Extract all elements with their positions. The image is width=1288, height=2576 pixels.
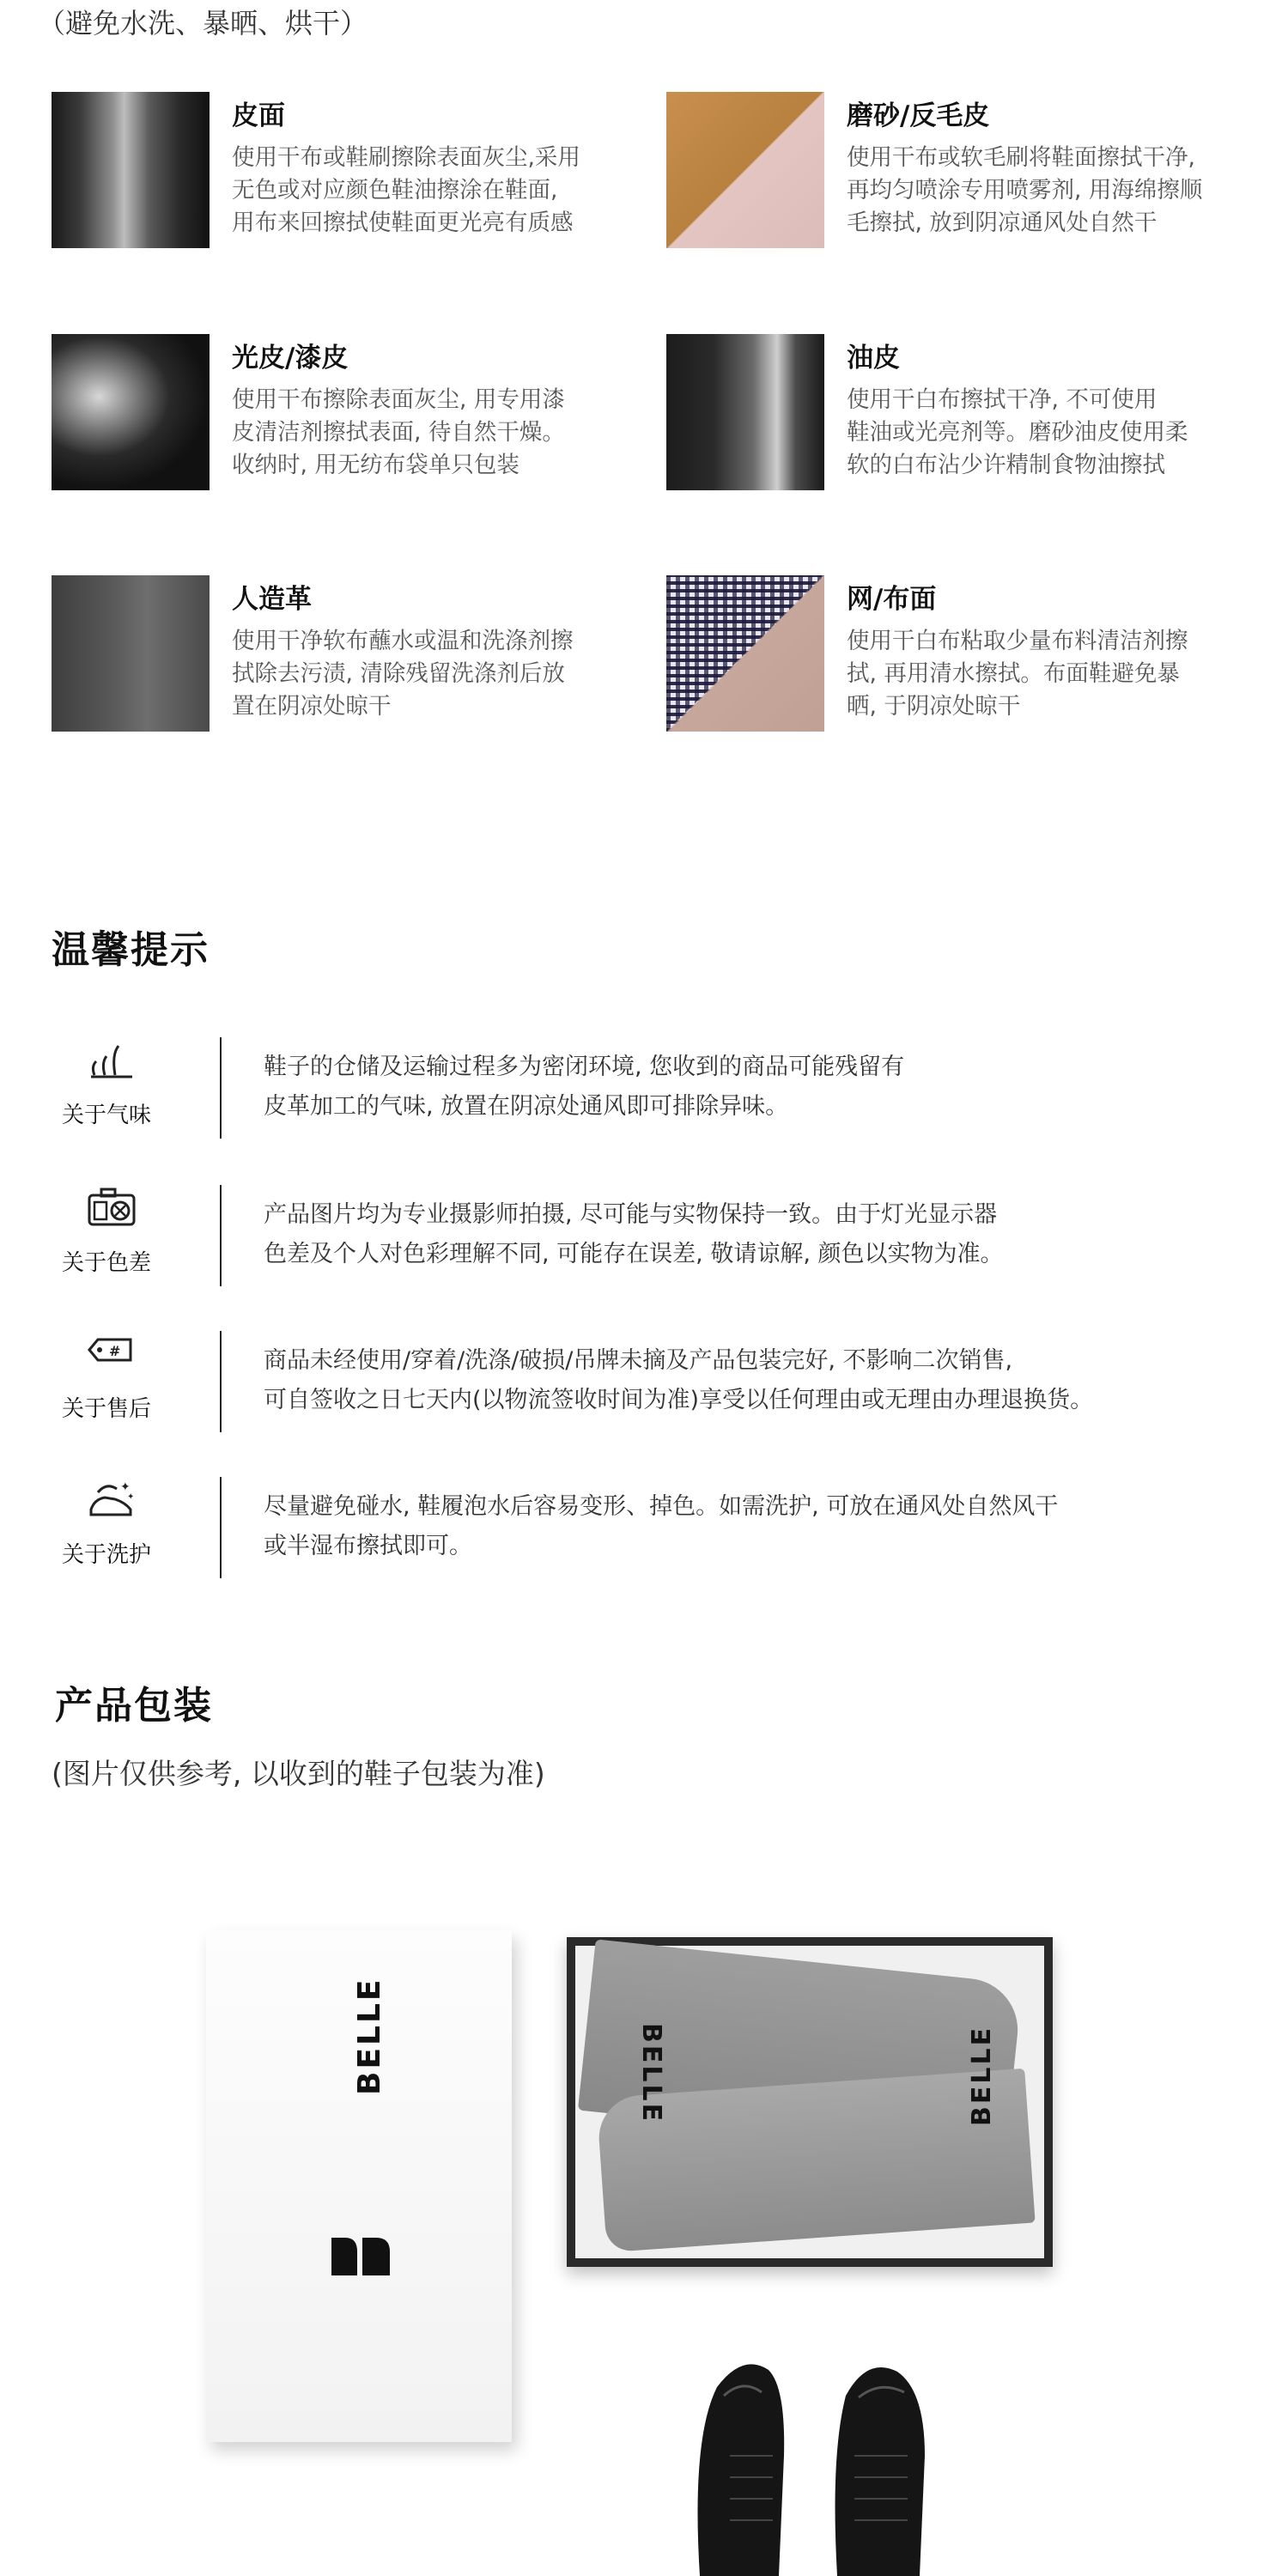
divider: [220, 1037, 222, 1139]
tip-label: 关于色差: [62, 1250, 152, 1276]
odor-icon: [86, 1037, 137, 1080]
packaging-title: 产品包装: [55, 1684, 213, 1728]
care-title: 网/布面: [847, 584, 937, 615]
care-title: 油皮: [847, 343, 900, 374]
oxford-shoes-image: [683, 2336, 940, 2576]
bag-brand-text: BELLE: [967, 2025, 997, 2126]
brand-mark-icon: [330, 2236, 392, 2277]
care-item-leather: [52, 92, 653, 251]
svg-text:#: #: [109, 1343, 121, 1359]
tip-label: 关于气味: [62, 1103, 152, 1128]
suede-swatch: [666, 92, 824, 248]
bag-brand-text: BELLE: [636, 2023, 666, 2124]
care-title: 磨砂/反毛皮: [847, 100, 990, 131]
care-item-synthetic: [52, 575, 653, 734]
svg-text:✦: ✦: [120, 1480, 131, 1494]
svg-text:✦: ✦: [127, 1492, 135, 1502]
care-item-mesh: [666, 575, 1267, 734]
washing-icon: [86, 1477, 137, 1520]
care-title: 光皮/漆皮: [232, 343, 349, 374]
camera-icon: [86, 1185, 137, 1228]
care-title: 人造革: [232, 584, 312, 615]
tip-color: [52, 1185, 1254, 1286]
synthetic-leather-swatch: [52, 575, 210, 732]
tip-label: 关于售后: [62, 1396, 152, 1422]
patent-leather-swatch: [52, 334, 210, 490]
tip-odor: [52, 1037, 1254, 1139]
care-description: 使用干布或软毛刷将鞋面擦拭干净, 再均匀喷涂专用喷雾剂, 用海绵擦顺 毛擦拭, 放到阴凉通风处自然干: [847, 144, 1203, 236]
smooth-leather-swatch: [52, 92, 210, 248]
brand-logo-text: BELLE: [352, 1977, 387, 2095]
care-item-suede: [666, 92, 1267, 251]
tip-label: 关于洗护: [62, 1542, 152, 1568]
care-description: 使用干布或鞋刷擦除表面灰尘,采用 无色或对应颜色鞋油擦涂在鞋面, 用布来回擦拭使鞋面更光亮有质感: [232, 144, 580, 236]
tag-icon: [86, 1331, 137, 1374]
packaging-note: (图片仅供参考, 以收到的鞋子包装为准): [52, 1757, 545, 1790]
care-item-patent: [52, 334, 653, 493]
divider: [220, 1185, 222, 1286]
care-description: 使用干白布粘取少量布料清洁剂擦 拭, 再用清水擦拭。布面鞋避免暴 晒, 于阴凉处晾干: [847, 628, 1188, 720]
care-description: 使用干布擦除表面灰尘, 用专用漆 皮清洁剂擦拭表面, 待自然干燥。 收纳时, 用无纺布袋单只包装: [232, 386, 565, 478]
tips-title: 温馨提示: [52, 928, 210, 972]
care-description: 使用干白布擦拭干净, 不可使用 鞋油或光亮剂等。磨砂油皮使用柔 软的白布沾少许精制食物油擦拭: [847, 386, 1188, 478]
care-description: 使用干净软布蘸水或温和洗涤剂擦 拭除去污渍, 清除残留洗涤剂后放 置在阴凉处晾干: [232, 628, 574, 720]
tip-text: 鞋子的仓储及运输过程多为密闭环境, 您收到的商品可能残留有 皮革加工的气味, 放置在阴凉处通风即可排除异味。: [264, 1054, 905, 1120]
care-note: （避免水洗、暴晒、烘干）: [38, 7, 368, 39]
mesh-fabric-swatch: [666, 575, 824, 732]
tip-text: 产品图片均为专业摄影师拍摄, 尽可能与实物保持一致。由于灯光显示器 色差及个人对色彩理解不同, 可能存在误差, 敬请谅解, 颜色以实物为准。: [264, 1201, 1004, 1267]
divider: [220, 1331, 222, 1432]
care-title: 皮面: [232, 100, 285, 131]
dust-bag-box-image: [567, 1937, 1053, 2267]
care-item-oil: [666, 334, 1267, 493]
tip-after-sales: [52, 1331, 1254, 1432]
oil-leather-swatch: [666, 334, 824, 490]
tip-text: 尽量避免碰水, 鞋履泡水后容易变形、掉色。如需洗护, 可放在通风处自然风干 或半湿布擦拭即可。: [264, 1493, 1059, 1559]
divider: [220, 1477, 222, 1578]
tip-washing: [52, 1477, 1254, 1578]
tip-text: 商品未经使用/穿着/洗涤/破损/吊牌未摘及产品包装完好, 不影响二次销售, 可自签收之日七天内(以物流签收时间为准)享受以任何理由或无理由办理退换货。: [264, 1347, 1094, 1413]
